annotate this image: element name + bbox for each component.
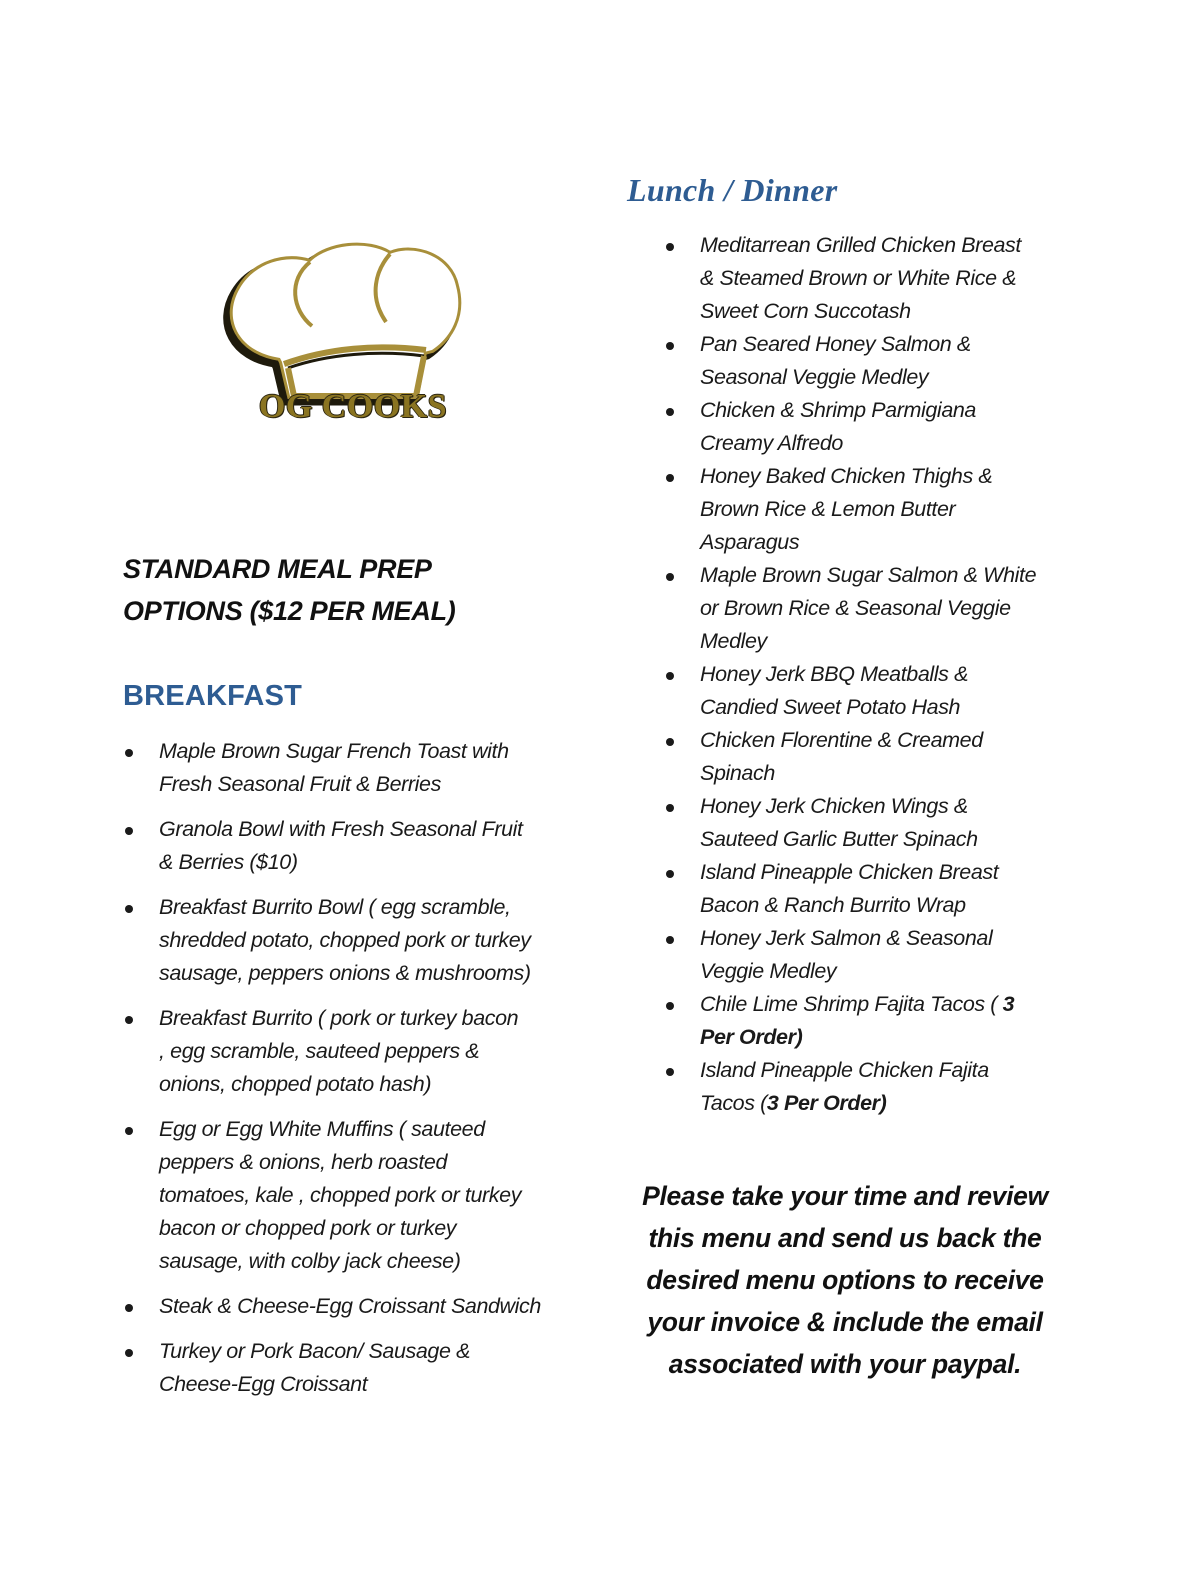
- bullet-icon: [666, 738, 674, 746]
- bullet-icon: [125, 1016, 133, 1024]
- bullet-icon: [125, 749, 133, 757]
- item-text: Steak & Cheese-Egg Croissant Sandwich: [159, 1294, 541, 1318]
- standard-meal-prep-title: [123, 548, 583, 632]
- closing-line: Please take your time and review: [642, 1181, 1048, 1211]
- item-text: Per Order): [700, 1025, 803, 1049]
- bullet-icon: [666, 474, 674, 482]
- item-text: Cheese-Egg Croissant: [159, 1372, 368, 1396]
- bullet-icon: [666, 243, 674, 251]
- list-item: [123, 1290, 583, 1323]
- closing-note: [615, 1175, 1075, 1385]
- item-text: Honey Jerk Salmon & Seasonal: [700, 926, 993, 950]
- list-item: [123, 813, 583, 879]
- item-text: Breakfast Burrito ( pork or turkey bacon: [159, 1006, 519, 1030]
- item-text: Chicken Florentine & Creamed: [700, 728, 983, 752]
- item-text: & Steamed Brown or White Rice &: [700, 266, 1017, 290]
- item-text: sausage, with colby jack cheese): [159, 1249, 461, 1273]
- list-item: [664, 790, 1084, 856]
- list-item: [664, 394, 1084, 460]
- lunch-dinner-list: [664, 229, 1084, 1120]
- list-item: [664, 856, 1084, 922]
- list-item: [664, 559, 1084, 658]
- closing-line: your invoice & include the email: [647, 1307, 1043, 1337]
- item-text: sausage, peppers onions & mushrooms): [159, 961, 531, 985]
- list-item: [123, 891, 583, 990]
- item-text: or Brown Rice & Seasonal Veggie: [700, 596, 1011, 620]
- item-text: Granola Bowl with Fresh Seasonal Fruit: [159, 817, 523, 841]
- bullet-icon: [666, 870, 674, 878]
- bullet-icon: [125, 1127, 133, 1135]
- closing-line: associated with your paypal.: [668, 1349, 1022, 1379]
- item-text: Tacos (3 Per Order): [700, 1091, 887, 1115]
- bullet-icon: [666, 573, 674, 581]
- item-text: onions, chopped potato hash): [159, 1072, 432, 1096]
- item-text: Egg or Egg White Muffins ( sauteed: [159, 1117, 485, 1141]
- item-text: Fresh Seasonal Fruit & Berries: [159, 772, 441, 796]
- list-item: [123, 1002, 583, 1101]
- item-text: Turkey or Pork Bacon/ Sausage &: [159, 1339, 471, 1363]
- item-text: Maple Brown Sugar French Toast with: [159, 739, 509, 763]
- item-text: Honey Jerk BBQ Meatballs &: [700, 662, 969, 686]
- item-text: Sweet Corn Succotash: [700, 299, 911, 323]
- item-text: Brown Rice & Lemon Butter: [700, 497, 956, 521]
- bullet-icon: [666, 936, 674, 944]
- bullet-icon: [666, 804, 674, 812]
- breakfast-heading: BREAKFAST: [123, 680, 303, 712]
- bullet-icon: [125, 1304, 133, 1312]
- bullet-icon: [125, 827, 133, 835]
- bullet-icon: [666, 408, 674, 416]
- item-text: Island Pineapple Chicken Fajita: [700, 1058, 989, 1082]
- list-item: [664, 460, 1084, 559]
- item-text: Maple Brown Sugar Salmon & White: [700, 563, 1037, 587]
- item-text: Honey Baked Chicken Thighs &: [700, 464, 993, 488]
- list-item: [123, 1113, 583, 1278]
- bullet-icon: [125, 905, 133, 913]
- lunch-dinner-heading: Lunch / Dinner: [627, 172, 838, 208]
- item-text: Creamy Alfredo: [700, 431, 843, 455]
- item-text: Meditarrean Grilled Chicken Breast: [700, 233, 1021, 257]
- list-item: [664, 328, 1084, 394]
- list-item: [664, 1054, 1084, 1120]
- item-text: Spinach: [700, 761, 775, 785]
- item-text: Bacon & Ranch Burrito Wrap: [700, 893, 966, 917]
- title-line: STANDARD MEAL PREP: [123, 554, 432, 584]
- og-cooks-logo: [218, 240, 470, 440]
- item-text: Chile Lime Shrimp Fajita Tacos ( 3: [700, 992, 1015, 1016]
- item-text: tomatoes, kale , chopped pork or turkey: [159, 1183, 522, 1207]
- item-text: bacon or chopped pork or turkey: [159, 1216, 457, 1240]
- bullet-icon: [125, 1349, 133, 1357]
- logo-text: OG COOKS: [258, 388, 448, 425]
- bullet-icon: [666, 342, 674, 350]
- item-text: shredded potato, chopped pork or turkey: [159, 928, 531, 952]
- bullet-icon: [666, 1068, 674, 1076]
- list-item: [664, 922, 1084, 988]
- item-text: Seasonal Veggie Medley: [700, 365, 929, 389]
- item-text: Island Pineapple Chicken Breast: [700, 860, 999, 884]
- breakfast-list: [123, 735, 583, 1413]
- item-text: Honey Jerk Chicken Wings &: [700, 794, 968, 818]
- item-text: Chicken & Shrimp Parmigiana: [700, 398, 976, 422]
- list-item: [664, 658, 1084, 724]
- bullet-icon: [666, 672, 674, 680]
- closing-line: this menu and send us back the: [648, 1223, 1042, 1253]
- item-text: Medley: [700, 629, 767, 653]
- item-text: Veggie Medley: [700, 959, 837, 983]
- list-item: [123, 735, 583, 801]
- item-text: Sauteed Garlic Butter Spinach: [700, 827, 978, 851]
- item-text: Candied Sweet Potato Hash: [700, 695, 961, 719]
- list-item: [123, 1335, 583, 1401]
- list-item: [664, 724, 1084, 790]
- list-item: [664, 229, 1084, 328]
- bullet-icon: [666, 1002, 674, 1010]
- item-text: peppers & onions, herb roasted: [159, 1150, 448, 1174]
- item-text: Pan Seared Honey Salmon &: [700, 332, 971, 356]
- item-text: Breakfast Burrito Bowl ( egg scramble,: [159, 895, 511, 919]
- closing-line: desired menu options to receive: [646, 1265, 1044, 1295]
- list-item: [664, 988, 1084, 1054]
- item-text: Asparagus: [700, 530, 800, 554]
- title-line: OPTIONS ($12 PER MEAL): [123, 596, 456, 626]
- item-text: , egg scramble, sauteed peppers &: [159, 1039, 480, 1063]
- item-text: & Berries ($10): [159, 850, 298, 874]
